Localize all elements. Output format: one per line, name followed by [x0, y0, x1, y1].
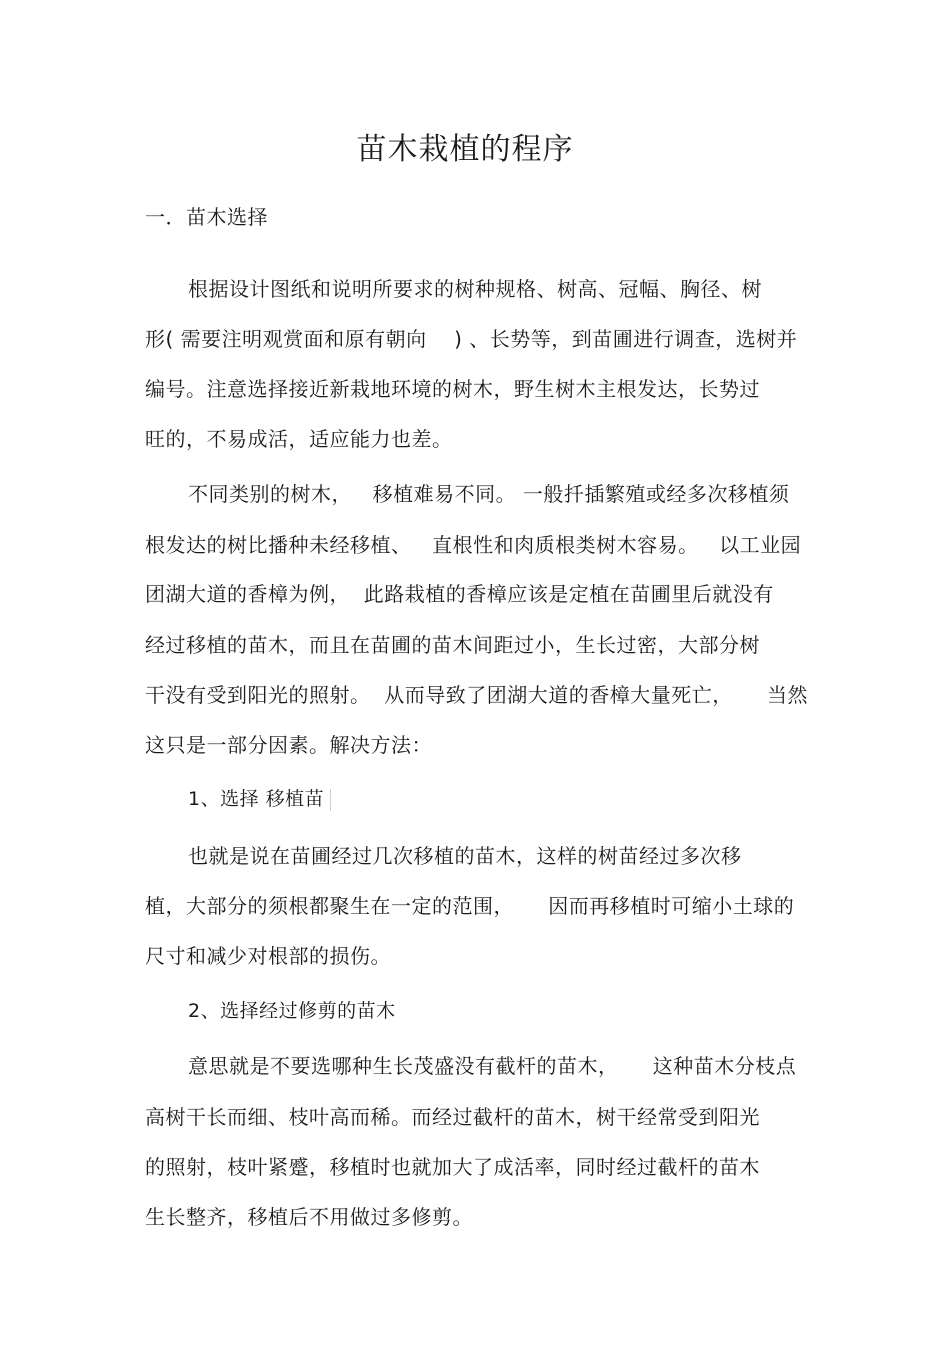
paragraph-line: 不同类别的树木， 移植难易不同。 一般扦插繁殖或经多次移植须	[188, 482, 790, 506]
paragraph-line: 高树干长而细、枝叶高而稀。而经过截杆的苗木，树干经常受到阳光	[145, 1105, 760, 1129]
paragraph-line: 生长整齐，移植后不用做过多修剪。	[145, 1205, 473, 1229]
paragraph-line: 根据设计图纸和说明所要求的树种规格、树高、冠幅、胸径、树	[188, 277, 762, 301]
paragraph-line: 编号。注意选择接近新栽地环境的树木，野生树木主根发达，长势过	[145, 377, 760, 401]
paragraph-line: 也就是说在苗圃经过几次移植的苗木，这样的树苗经过多次移	[188, 844, 742, 868]
paragraph-line: 植，大部分的须根都聚生在一定的范围， 因而再移植时可缩小土球的	[145, 894, 795, 918]
paragraph-line: 形( 需要注明观赏面和原有朝向 ) 、长势等，到苗圃进行调查，选树并	[145, 327, 798, 351]
paragraph-line: 根发达的树比播种未经移植、 直根性和肉质根类树木容易。 以工业园	[145, 533, 802, 557]
paragraph-line: 干没有受到阳光的照射。 从而导致了团湖大道的香樟大量死亡， 当然	[145, 683, 809, 707]
paragraph-line: 团湖大道的香樟为例， 此路栽植的香樟应该是定植在苗圃里后就没有	[145, 582, 774, 606]
text-cursor-mark	[330, 789, 331, 811]
paragraph-line: 旺的，不易成活，适应能力也差。	[145, 427, 453, 451]
paragraph-line: 的照射，枝叶紧蹙，移植时也就加大了成活率，同时经过截杆的苗木	[145, 1155, 760, 1179]
paragraph-line: 意思就是不要选哪种生长茂盛没有截杆的苗木， 这种苗木分枝点	[188, 1054, 797, 1078]
subsection-heading: 2、选择经过修剪的苗木	[188, 1000, 396, 1022]
subsection-heading	[188, 786, 331, 812]
document-title: 苗木栽植的程序	[356, 132, 574, 167]
paragraph-line: 经过移植的苗木，而且在苗圃的苗木间距过小，生长过密，大部分树	[145, 633, 760, 657]
paragraph-line: 这只是一部分因素。解决方法：	[145, 733, 432, 757]
paragraph-line: 尺寸和减少对根部的损伤。	[145, 944, 391, 968]
subsection-heading-text: 1、选择 移植苗	[188, 788, 325, 810]
section-heading: 一．苗木选择	[145, 205, 268, 229]
